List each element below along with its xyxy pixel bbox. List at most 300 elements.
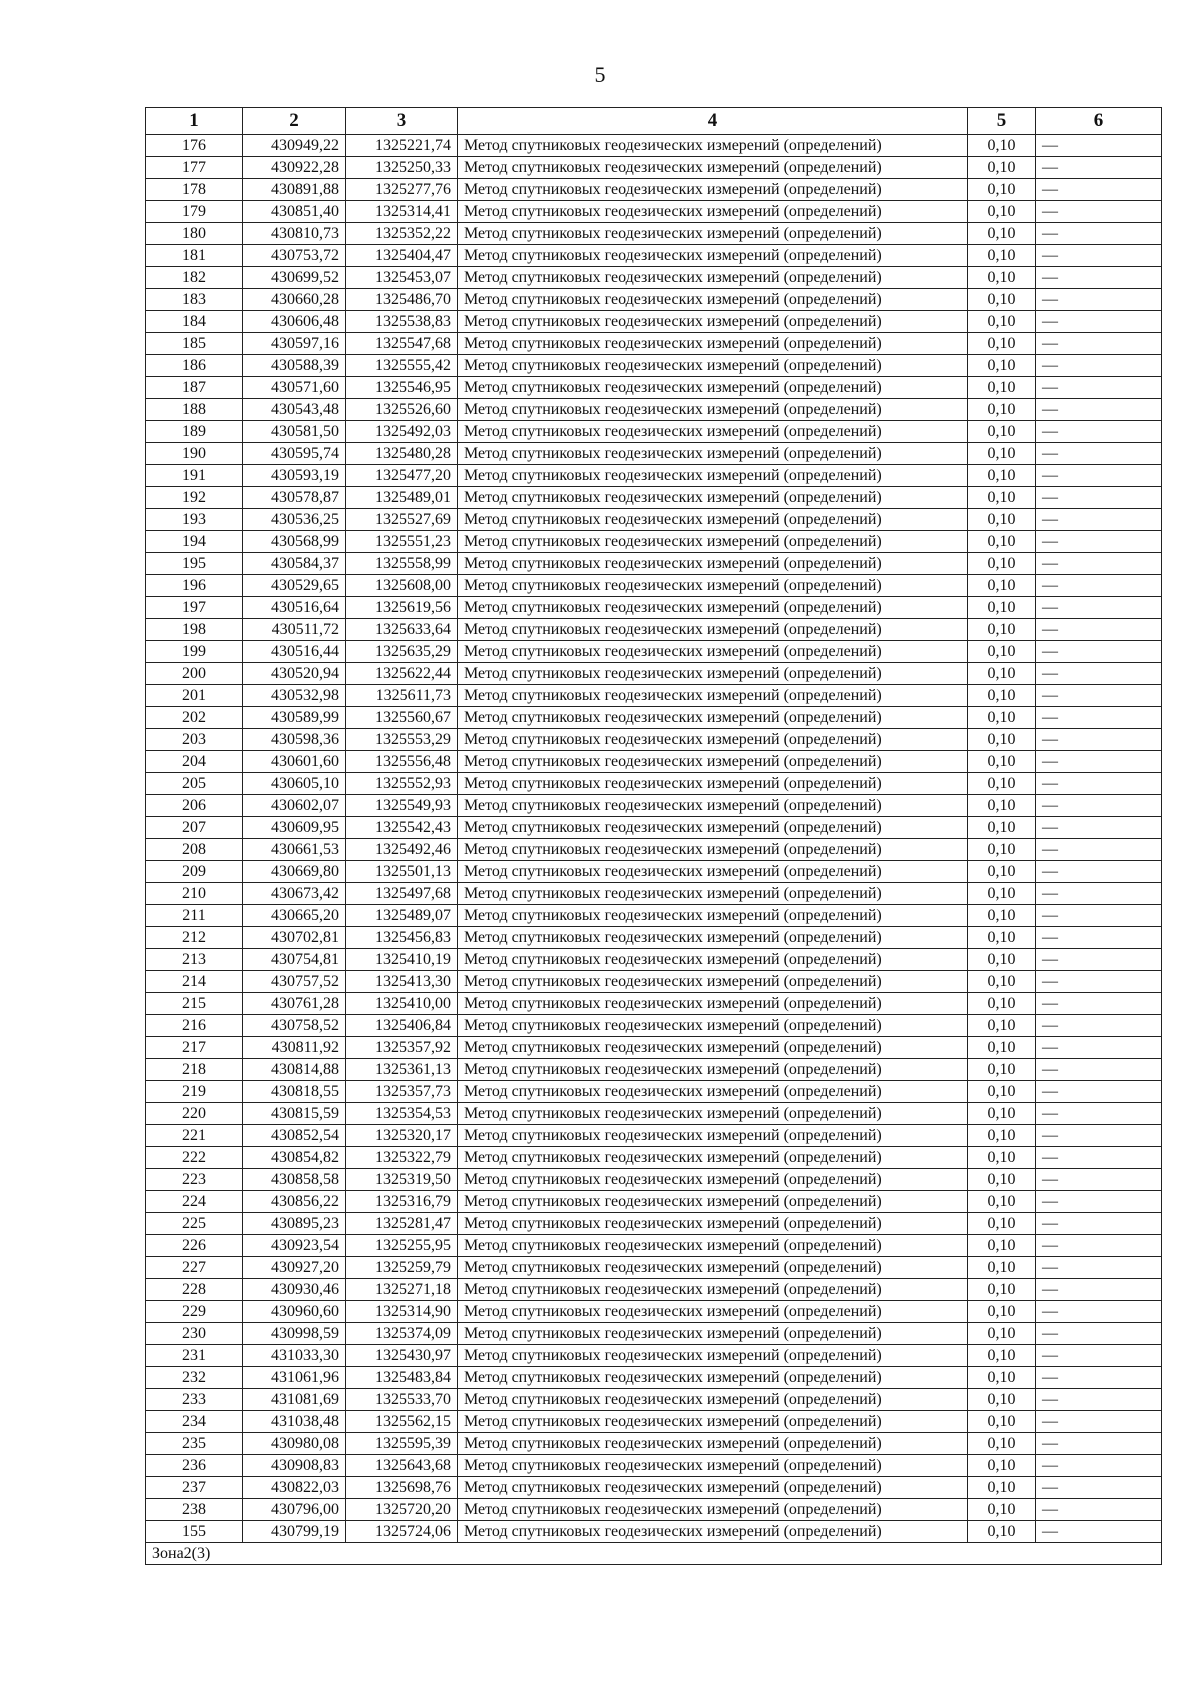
method-cell: Метод спутниковых геодезических измерений (определений) [458, 729, 968, 751]
point-number-cell: 189 [146, 421, 243, 443]
table-row [146, 179, 1162, 201]
accuracy-cell: 0,10 [968, 1125, 1036, 1147]
y-coordinate-cell: 1325406,84 [346, 1015, 458, 1037]
point-number-cell: 206 [146, 795, 243, 817]
accuracy-cell: 0,10 [968, 289, 1036, 311]
accuracy-cell: 0,10 [968, 487, 1036, 509]
accuracy-cell: 0,10 [968, 641, 1036, 663]
x-coordinate-cell: 430516,44 [243, 641, 346, 663]
x-coordinate-cell: 430595,74 [243, 443, 346, 465]
y-coordinate-cell: 1325483,84 [346, 1367, 458, 1389]
y-coordinate-cell: 1325259,79 [346, 1257, 458, 1279]
description-cell: — [1036, 421, 1162, 443]
table-row [146, 949, 1162, 971]
method-cell: Метод спутниковых геодезических измерений (определений) [458, 487, 968, 509]
method-cell: Метод спутниковых геодезических измерений (определений) [458, 1081, 968, 1103]
y-coordinate-cell: 1325555,42 [346, 355, 458, 377]
method-cell: Метод спутниковых геодезических измерений (определений) [458, 157, 968, 179]
x-coordinate-cell: 430810,73 [243, 223, 346, 245]
method-cell: Метод спутниковых геодезических измерений (определений) [458, 751, 968, 773]
point-number-cell: 218 [146, 1059, 243, 1081]
accuracy-cell: 0,10 [968, 179, 1036, 201]
x-coordinate-cell: 430702,81 [243, 927, 346, 949]
x-coordinate-cell: 430754,81 [243, 949, 346, 971]
y-coordinate-cell: 1325271,18 [346, 1279, 458, 1301]
accuracy-cell: 0,10 [968, 201, 1036, 223]
table-row [146, 861, 1162, 883]
y-coordinate-cell: 1325501,13 [346, 861, 458, 883]
method-cell: Метод спутниковых геодезических измерений (определений) [458, 1279, 968, 1301]
x-coordinate-cell: 430588,39 [243, 355, 346, 377]
point-number-cell: 195 [146, 553, 243, 575]
table-row [146, 1169, 1162, 1191]
x-coordinate-cell: 430753,72 [243, 245, 346, 267]
x-coordinate-cell: 430602,07 [243, 795, 346, 817]
accuracy-cell: 0,10 [968, 553, 1036, 575]
y-coordinate-cell: 1325551,23 [346, 531, 458, 553]
description-cell: — [1036, 135, 1162, 157]
y-coordinate-cell: 1325553,29 [346, 729, 458, 751]
method-cell: Метод спутниковых геодезических измерений (определений) [458, 927, 968, 949]
method-cell: Метод спутниковых геодезических измерений (определений) [458, 311, 968, 333]
description-cell: — [1036, 1279, 1162, 1301]
table-row [146, 1037, 1162, 1059]
table-row [146, 509, 1162, 531]
description-cell: — [1036, 949, 1162, 971]
method-cell: Метод спутниковых геодезических измерений (определений) [458, 993, 968, 1015]
description-cell: — [1036, 267, 1162, 289]
y-coordinate-cell: 1325542,43 [346, 817, 458, 839]
method-cell: Метод спутниковых геодезических измерений (определений) [458, 839, 968, 861]
y-coordinate-cell: 1325560,67 [346, 707, 458, 729]
column-header: 5 [968, 108, 1036, 135]
table-row [146, 245, 1162, 267]
point-number-cell: 219 [146, 1081, 243, 1103]
y-coordinate-cell: 1325492,03 [346, 421, 458, 443]
y-coordinate-cell: 1325546,95 [346, 377, 458, 399]
point-number-cell: 229 [146, 1301, 243, 1323]
y-coordinate-cell: 1325724,06 [346, 1521, 458, 1543]
point-number-cell: 191 [146, 465, 243, 487]
point-number-cell: 226 [146, 1235, 243, 1257]
accuracy-cell: 0,10 [968, 355, 1036, 377]
table-row [146, 1499, 1162, 1521]
table-row [146, 377, 1162, 399]
accuracy-cell: 0,10 [968, 443, 1036, 465]
method-cell: Метод спутниковых геодезических измерений (определений) [458, 553, 968, 575]
point-number-cell: 185 [146, 333, 243, 355]
x-coordinate-cell: 430673,42 [243, 883, 346, 905]
x-coordinate-cell: 430520,94 [243, 663, 346, 685]
accuracy-cell: 0,10 [968, 1037, 1036, 1059]
y-coordinate-cell: 1325320,17 [346, 1125, 458, 1147]
x-coordinate-cell: 430927,20 [243, 1257, 346, 1279]
method-cell: Метод спутниковых геодезических измерений (определений) [458, 267, 968, 289]
table-row [146, 1477, 1162, 1499]
method-cell: Метод спутниковых геодезических измерений (определений) [458, 377, 968, 399]
point-number-cell: 230 [146, 1323, 243, 1345]
description-cell: — [1036, 1103, 1162, 1125]
point-number-cell: 228 [146, 1279, 243, 1301]
x-coordinate-cell: 431038,48 [243, 1411, 346, 1433]
point-number-cell: 184 [146, 311, 243, 333]
description-cell: — [1036, 619, 1162, 641]
table-row [146, 971, 1162, 993]
method-cell: Метод спутниковых геодезических измерений (определений) [458, 355, 968, 377]
method-cell: Метод спутниковых геодезических измерений (определений) [458, 1433, 968, 1455]
x-coordinate-cell: 430811,92 [243, 1037, 346, 1059]
x-coordinate-cell: 430536,25 [243, 509, 346, 531]
accuracy-cell: 0,10 [968, 1169, 1036, 1191]
description-cell: — [1036, 1125, 1162, 1147]
y-coordinate-cell: 1325456,83 [346, 927, 458, 949]
x-coordinate-cell: 430908,83 [243, 1455, 346, 1477]
point-number-cell: 183 [146, 289, 243, 311]
x-coordinate-cell: 430858,58 [243, 1169, 346, 1191]
table-row [146, 883, 1162, 905]
point-number-cell: 214 [146, 971, 243, 993]
method-cell: Метод спутниковых геодезических измерений (определений) [458, 1015, 968, 1037]
accuracy-cell: 0,10 [968, 509, 1036, 531]
x-coordinate-cell: 430665,20 [243, 905, 346, 927]
x-coordinate-cell: 430660,28 [243, 289, 346, 311]
description-cell: — [1036, 1521, 1162, 1543]
accuracy-cell: 0,10 [968, 619, 1036, 641]
y-coordinate-cell: 1325352,22 [346, 223, 458, 245]
accuracy-cell: 0,10 [968, 1059, 1036, 1081]
accuracy-cell: 0,10 [968, 795, 1036, 817]
accuracy-cell: 0,10 [968, 949, 1036, 971]
description-cell: — [1036, 1169, 1162, 1191]
y-coordinate-cell: 1325538,83 [346, 311, 458, 333]
y-coordinate-cell: 1325497,68 [346, 883, 458, 905]
table-row [146, 685, 1162, 707]
method-cell: Метод спутниковых геодезических измерений (определений) [458, 465, 968, 487]
point-number-cell: 203 [146, 729, 243, 751]
point-number-cell: 194 [146, 531, 243, 553]
accuracy-cell: 0,10 [968, 333, 1036, 355]
x-coordinate-cell: 430516,64 [243, 597, 346, 619]
point-number-cell: 211 [146, 905, 243, 927]
description-cell: — [1036, 1345, 1162, 1367]
point-number-cell: 220 [146, 1103, 243, 1125]
description-cell: — [1036, 443, 1162, 465]
y-coordinate-cell: 1325357,73 [346, 1081, 458, 1103]
x-coordinate-cell: 430854,82 [243, 1147, 346, 1169]
coordinates-table [145, 107, 1162, 1565]
point-number-cell: 205 [146, 773, 243, 795]
point-number-cell: 180 [146, 223, 243, 245]
method-cell: Метод спутниковых геодезических измерений (определений) [458, 289, 968, 311]
description-cell: — [1036, 751, 1162, 773]
description-cell: — [1036, 487, 1162, 509]
method-cell: Метод спутниковых геодезических измерений (определений) [458, 883, 968, 905]
table-row [146, 619, 1162, 641]
accuracy-cell: 0,10 [968, 245, 1036, 267]
description-cell: — [1036, 333, 1162, 355]
description-cell: — [1036, 1235, 1162, 1257]
x-coordinate-cell: 430814,88 [243, 1059, 346, 1081]
accuracy-cell: 0,10 [968, 751, 1036, 773]
y-coordinate-cell: 1325489,01 [346, 487, 458, 509]
x-coordinate-cell: 430758,52 [243, 1015, 346, 1037]
y-coordinate-cell: 1325698,76 [346, 1477, 458, 1499]
y-coordinate-cell: 1325486,70 [346, 289, 458, 311]
x-coordinate-cell: 430980,08 [243, 1433, 346, 1455]
method-cell: Метод спутниковых геодезических измерений (определений) [458, 1499, 968, 1521]
point-number-cell: 236 [146, 1455, 243, 1477]
point-number-cell: 181 [146, 245, 243, 267]
accuracy-cell: 0,10 [968, 1499, 1036, 1521]
x-coordinate-cell: 430815,59 [243, 1103, 346, 1125]
x-coordinate-cell: 430581,50 [243, 421, 346, 443]
description-cell: — [1036, 179, 1162, 201]
method-cell: Метод спутниковых геодезических измерений (определений) [458, 663, 968, 685]
x-coordinate-cell: 430606,48 [243, 311, 346, 333]
method-cell: Метод спутниковых геодезических измерений (определений) [458, 333, 968, 355]
description-cell: — [1036, 663, 1162, 685]
accuracy-cell: 0,10 [968, 839, 1036, 861]
method-cell: Метод спутниковых геодезических измерений (определений) [458, 707, 968, 729]
description-cell: — [1036, 641, 1162, 663]
y-coordinate-cell: 1325562,15 [346, 1411, 458, 1433]
description-cell: — [1036, 1015, 1162, 1037]
table-row [146, 905, 1162, 927]
description-cell: — [1036, 685, 1162, 707]
accuracy-cell: 0,10 [968, 135, 1036, 157]
x-coordinate-cell: 430852,54 [243, 1125, 346, 1147]
description-cell: — [1036, 1081, 1162, 1103]
accuracy-cell: 0,10 [968, 1323, 1036, 1345]
x-coordinate-cell: 430529,65 [243, 575, 346, 597]
table-row [146, 1213, 1162, 1235]
description-cell: — [1036, 993, 1162, 1015]
x-coordinate-cell: 430589,99 [243, 707, 346, 729]
x-coordinate-cell: 430757,52 [243, 971, 346, 993]
x-coordinate-cell: 430598,36 [243, 729, 346, 751]
x-coordinate-cell: 430949,22 [243, 135, 346, 157]
point-number-cell: 199 [146, 641, 243, 663]
y-coordinate-cell: 1325619,56 [346, 597, 458, 619]
description-cell: — [1036, 927, 1162, 949]
table-row [146, 1389, 1162, 1411]
x-coordinate-cell: 430930,46 [243, 1279, 346, 1301]
description-cell: — [1036, 1147, 1162, 1169]
description-cell: — [1036, 861, 1162, 883]
point-number-cell: 182 [146, 267, 243, 289]
x-coordinate-cell: 430601,60 [243, 751, 346, 773]
point-number-cell: 179 [146, 201, 243, 223]
table-row [146, 795, 1162, 817]
y-coordinate-cell: 1325277,76 [346, 179, 458, 201]
column-header: 2 [243, 108, 346, 135]
accuracy-cell: 0,10 [968, 597, 1036, 619]
accuracy-cell: 0,10 [968, 1235, 1036, 1257]
point-number-cell: 208 [146, 839, 243, 861]
accuracy-cell: 0,10 [968, 861, 1036, 883]
table-row [146, 597, 1162, 619]
table-row [146, 1455, 1162, 1477]
x-coordinate-cell: 430818,55 [243, 1081, 346, 1103]
x-coordinate-cell: 430922,28 [243, 157, 346, 179]
y-coordinate-cell: 1325611,73 [346, 685, 458, 707]
table-row [146, 531, 1162, 553]
column-header: 1 [146, 108, 243, 135]
table-row [146, 157, 1162, 179]
table-row [146, 1103, 1162, 1125]
accuracy-cell: 0,10 [968, 927, 1036, 949]
point-number-cell: 223 [146, 1169, 243, 1191]
x-coordinate-cell: 430799,19 [243, 1521, 346, 1543]
description-cell: — [1036, 289, 1162, 311]
point-number-cell: 216 [146, 1015, 243, 1037]
zone-label: Зона2(3) [146, 1543, 1162, 1565]
method-cell: Метод спутниковых геодезических измерений (определений) [458, 1169, 968, 1191]
table-row [146, 289, 1162, 311]
method-cell: Метод спутниковых геодезических измерений (определений) [458, 443, 968, 465]
y-coordinate-cell: 1325558,99 [346, 553, 458, 575]
description-cell: — [1036, 839, 1162, 861]
point-number-cell: 202 [146, 707, 243, 729]
method-cell: Метод спутниковых геодезических измерений (определений) [458, 1037, 968, 1059]
table-row [146, 1433, 1162, 1455]
description-cell: — [1036, 1389, 1162, 1411]
description-cell: — [1036, 1037, 1162, 1059]
y-coordinate-cell: 1325322,79 [346, 1147, 458, 1169]
point-number-cell: 209 [146, 861, 243, 883]
method-cell: Метод спутниковых геодезических измерений (определений) [458, 1455, 968, 1477]
x-coordinate-cell: 431061,96 [243, 1367, 346, 1389]
point-number-cell: 197 [146, 597, 243, 619]
x-coordinate-cell: 430822,03 [243, 1477, 346, 1499]
point-number-cell: 192 [146, 487, 243, 509]
point-number-cell: 217 [146, 1037, 243, 1059]
accuracy-cell: 0,10 [968, 1411, 1036, 1433]
description-cell: — [1036, 905, 1162, 927]
method-cell: Метод спутниковых геодезических измерений (определений) [458, 531, 968, 553]
table-row [146, 267, 1162, 289]
method-cell: Метод спутниковых геодезических измерений (определений) [458, 861, 968, 883]
table-row [146, 1323, 1162, 1345]
description-cell: — [1036, 1301, 1162, 1323]
accuracy-cell: 0,10 [968, 1081, 1036, 1103]
accuracy-cell: 0,10 [968, 465, 1036, 487]
point-number-cell: 231 [146, 1345, 243, 1367]
method-cell: Метод спутниковых геодезических измерений (определений) [458, 795, 968, 817]
point-number-cell: 232 [146, 1367, 243, 1389]
point-number-cell: 227 [146, 1257, 243, 1279]
y-coordinate-cell: 1325552,93 [346, 773, 458, 795]
accuracy-cell: 0,10 [968, 1191, 1036, 1213]
table-row [146, 1015, 1162, 1037]
table-row [146, 1345, 1162, 1367]
point-number-cell: 200 [146, 663, 243, 685]
y-coordinate-cell: 1325374,09 [346, 1323, 458, 1345]
table-row [146, 1191, 1162, 1213]
x-coordinate-cell: 430593,19 [243, 465, 346, 487]
point-number-cell: 222 [146, 1147, 243, 1169]
y-coordinate-cell: 1325556,48 [346, 751, 458, 773]
table-row [146, 443, 1162, 465]
accuracy-cell: 0,10 [968, 817, 1036, 839]
x-coordinate-cell: 430761,28 [243, 993, 346, 1015]
accuracy-cell: 0,10 [968, 883, 1036, 905]
method-cell: Метод спутниковых геодезических измерений (определений) [458, 421, 968, 443]
x-coordinate-cell: 430543,48 [243, 399, 346, 421]
table-row [146, 927, 1162, 949]
y-coordinate-cell: 1325526,60 [346, 399, 458, 421]
accuracy-cell: 0,10 [968, 1367, 1036, 1389]
table-row [146, 773, 1162, 795]
method-cell: Метод спутниковых геодезических измерений (определений) [458, 1125, 968, 1147]
x-coordinate-cell: 430532,98 [243, 685, 346, 707]
table-row [146, 663, 1162, 685]
description-cell: — [1036, 355, 1162, 377]
x-coordinate-cell: 430578,87 [243, 487, 346, 509]
point-number-cell: 190 [146, 443, 243, 465]
x-coordinate-cell: 430669,80 [243, 861, 346, 883]
description-cell: — [1036, 509, 1162, 531]
table-row [146, 465, 1162, 487]
description-cell: — [1036, 597, 1162, 619]
description-cell: — [1036, 795, 1162, 817]
accuracy-cell: 0,10 [968, 1455, 1036, 1477]
table-row [146, 1301, 1162, 1323]
table-row [146, 1147, 1162, 1169]
method-cell: Метод спутниковых геодезических измерений (определений) [458, 1345, 968, 1367]
x-coordinate-cell: 430597,16 [243, 333, 346, 355]
x-coordinate-cell: 431033,30 [243, 1345, 346, 1367]
column-header: 3 [346, 108, 458, 135]
method-cell: Метод спутниковых геодезических измерений (определений) [458, 1521, 968, 1543]
point-number-cell: 204 [146, 751, 243, 773]
point-number-cell: 177 [146, 157, 243, 179]
method-cell: Метод спутниковых геодезических измерений (определений) [458, 1103, 968, 1125]
method-cell: Метод спутниковых геодезических измерений (определений) [458, 1323, 968, 1345]
point-number-cell: 224 [146, 1191, 243, 1213]
description-cell: — [1036, 1477, 1162, 1499]
method-cell: Метод спутниковых геодезических измерений (определений) [458, 1147, 968, 1169]
method-cell: Метод спутниковых геодезических измерений (определений) [458, 245, 968, 267]
table-row [146, 1521, 1162, 1543]
y-coordinate-cell: 1325492,46 [346, 839, 458, 861]
point-number-cell: 225 [146, 1213, 243, 1235]
accuracy-cell: 0,10 [968, 773, 1036, 795]
x-coordinate-cell: 430571,60 [243, 377, 346, 399]
method-cell: Метод спутниковых геодезических измерений (определений) [458, 1213, 968, 1235]
table-row [146, 399, 1162, 421]
description-cell: — [1036, 399, 1162, 421]
accuracy-cell: 0,10 [968, 1433, 1036, 1455]
accuracy-cell: 0,10 [968, 1477, 1036, 1499]
method-cell: Метод спутниковых геодезических измерений (определений) [458, 399, 968, 421]
description-cell: — [1036, 707, 1162, 729]
y-coordinate-cell: 1325622,44 [346, 663, 458, 685]
method-cell: Метод спутниковых геодезических измерений (определений) [458, 1301, 968, 1323]
description-cell: — [1036, 245, 1162, 267]
point-number-cell: 234 [146, 1411, 243, 1433]
point-number-cell: 235 [146, 1433, 243, 1455]
table-row [146, 1059, 1162, 1081]
method-cell: Метод спутниковых геодезических измерений (определений) [458, 1059, 968, 1081]
y-coordinate-cell: 1325549,93 [346, 795, 458, 817]
x-coordinate-cell: 431081,69 [243, 1389, 346, 1411]
x-coordinate-cell: 430851,40 [243, 201, 346, 223]
description-cell: — [1036, 1455, 1162, 1477]
y-coordinate-cell: 1325633,64 [346, 619, 458, 641]
y-coordinate-cell: 1325314,90 [346, 1301, 458, 1323]
accuracy-cell: 0,10 [968, 1279, 1036, 1301]
